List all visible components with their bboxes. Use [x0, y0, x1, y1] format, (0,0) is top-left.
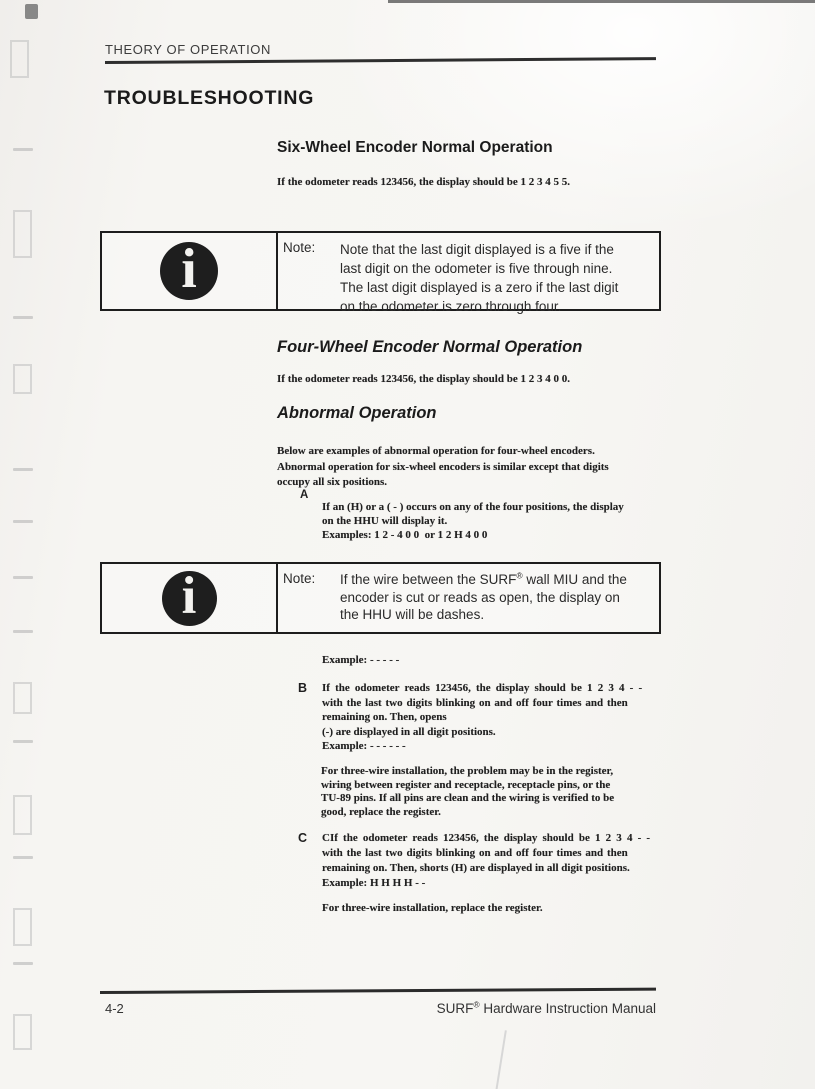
- info-icon: [160, 242, 218, 300]
- binder-mark: [13, 1014, 32, 1050]
- paragraph-line: wiring between register and receptacle, receptacle pins, or the: [321, 778, 611, 791]
- note-line: [340, 571, 627, 589]
- paragraph-line: remaining on. Then, shorts (H) are displayed in all digit positions.: [322, 862, 630, 874]
- footer-page-number: 4-2: [105, 1001, 124, 1016]
- paragraph-line: good, replace the register.: [321, 805, 441, 818]
- footer-rule: [100, 988, 656, 994]
- binder-mark: [13, 682, 32, 714]
- paragraph-line: on the HHU will display it.: [322, 515, 448, 527]
- paragraph-line: TU-89 pins. If all pins are clean and the wiring is verified to be: [321, 792, 615, 804]
- note-label: Note:: [283, 571, 316, 586]
- note-line: encoder is cut or reads as open, the display on: [340, 589, 620, 605]
- info-icon: [162, 571, 217, 626]
- binder-mark: [13, 364, 32, 394]
- item-a-text: [322, 500, 624, 542]
- registered-mark: ®: [473, 999, 480, 1010]
- header-rule: [105, 57, 656, 63]
- paragraph-line: with the last two digits blinking on and off four times and then: [322, 696, 628, 709]
- scan-scratch-artifact: [495, 1030, 507, 1089]
- heading-six-wheel: Six-Wheel Encoder Normal Operation: [277, 139, 553, 156]
- scan-top-edge-artifact: [388, 0, 815, 3]
- paragraph-line: Example: - - - - - -: [322, 740, 406, 753]
- registered-mark: ®: [516, 570, 523, 581]
- item-c-text: [322, 831, 650, 891]
- paragraph-line: For three-wire installation, the problem may be in the register,: [321, 765, 614, 777]
- binder-mark: [13, 856, 33, 859]
- abnormal-intro: [277, 444, 609, 491]
- note-line: last digit on the odometer is five through nine.: [340, 261, 613, 276]
- binder-mark: [13, 148, 33, 151]
- note-box-six-wheel: [100, 231, 661, 314]
- example-dashes: Example: - - - - -: [322, 654, 400, 666]
- note-icon-cell: [102, 233, 278, 309]
- binder-mark: [10, 40, 29, 78]
- binder-mark: [13, 520, 33, 523]
- paragraph-line: Below are examples of abnormal operation for four-wheel encoders.: [277, 445, 595, 457]
- binder-mark: [25, 4, 38, 19]
- binder-mark: [13, 908, 32, 946]
- note-line-text: wall MIU and the: [522, 572, 627, 587]
- paragraph-line: Examples: 1 2 - 4 0 0 or 1 2 H 4 0 0: [322, 529, 488, 541]
- note-text: [340, 571, 627, 632]
- paragraph-line: with the last two digits blinking on and off four times and then: [322, 847, 628, 859]
- note-line: The last digit displayed is a zero if the last digit: [340, 280, 619, 295]
- note-icon-cell: [102, 564, 278, 632]
- paragraph-line: remaining on. Then, opens: [322, 711, 447, 724]
- note-box-wire: [100, 562, 661, 634]
- note-label: Note:: [283, 240, 316, 255]
- binder-mark: [13, 962, 33, 965]
- note-line-text: If the wire between the SURF: [340, 572, 517, 587]
- binder-mark: [13, 210, 32, 258]
- note-line: on the odometer is zero through four.: [340, 299, 562, 314]
- paragraph-line: (-) are displayed in all digit positions.: [322, 725, 496, 738]
- item-c-followup: For three-wire installation, replace the register.: [322, 902, 543, 914]
- binder-mark: [13, 795, 32, 835]
- footer-manual-rest: Hardware Instruction Manual: [479, 1001, 656, 1016]
- running-header: THEORY OF OPERATION: [105, 42, 271, 57]
- binder-mark: [13, 316, 33, 319]
- binder-mark: [13, 740, 33, 743]
- note-line: the HHU will be dashes.: [340, 607, 485, 622]
- note-content: [278, 564, 659, 632]
- paragraph-line: If the odometer reads 123456, the display should be 1 2 3 4 - -: [322, 682, 643, 694]
- item-b-text: [322, 681, 642, 754]
- heading-abnormal: Abnormal Operation: [277, 404, 437, 422]
- item-c-label: C: [298, 831, 308, 845]
- note-line: Note that the last digit displayed is a five if the: [340, 242, 614, 257]
- paragraph-line: Example: H H H H - -: [322, 877, 426, 889]
- footer-manual-title: [300, 1001, 656, 1016]
- binder-mark: [13, 630, 33, 633]
- paragraph-line: occupy all six positions.: [277, 476, 388, 488]
- footer-brand: SURF: [436, 1001, 474, 1016]
- heading-four-wheel: Four-Wheel Encoder Normal Operation: [277, 338, 583, 356]
- note-text: [340, 240, 619, 314]
- note-content: [278, 233, 659, 314]
- four-wheel-body: If the odometer reads 123456, the display should be 1 2 3 4 0 0.: [277, 373, 570, 385]
- page-title: TROUBLESHOOTING: [104, 87, 315, 109]
- paragraph-line: CIf the odometer reads 123456, the display should be 1 2 3 4 - -: [322, 832, 651, 844]
- binder-mark: [13, 468, 33, 471]
- binder-mark: [13, 576, 33, 579]
- paragraph-line: Abnormal operation for six-wheel encoders is similar except that digits: [277, 460, 609, 473]
- six-wheel-body: If the odometer reads 123456, the display should be 1 2 3 4 5 5.: [277, 176, 570, 188]
- item-b-label: B: [298, 681, 308, 695]
- item-b-followup: [321, 765, 614, 819]
- item-a-label: A: [300, 489, 309, 501]
- paragraph-line: If an (H) or a ( - ) occurs on any of the four positions, the display: [322, 501, 624, 513]
